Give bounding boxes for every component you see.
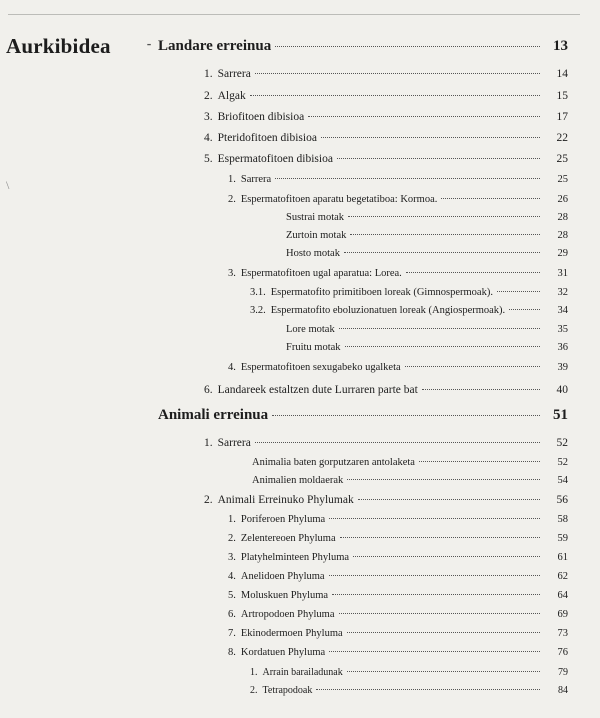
entry-number: 3. — [228, 268, 236, 279]
page-number: 31 — [557, 268, 568, 279]
entry-number: 1. — [204, 68, 213, 80]
entry-number: 1. — [228, 514, 236, 525]
entry-number: 6. — [228, 609, 236, 620]
entry-text: Espermatofitoen dibisioa — [217, 153, 333, 165]
page-number: 17 — [556, 111, 568, 123]
leader-dots — [350, 234, 540, 235]
leader-dots — [329, 575, 540, 576]
toc-entry — [252, 457, 568, 468]
entry-text: Algak — [217, 90, 246, 102]
toc-entry — [228, 590, 568, 601]
entry-text: Espermatofito eboluzionatuen loreak (Angiospermoak). — [270, 305, 506, 316]
leader-dots — [329, 518, 540, 519]
leader-dots — [337, 158, 540, 159]
entry-text: Animalien moldaerak — [252, 475, 344, 486]
toc-entry — [228, 514, 568, 525]
entry-text: Sustrai motak — [286, 212, 345, 223]
entry-text: Kordatuen Phyluma — [240, 647, 326, 658]
entry-number: 2. — [204, 90, 213, 102]
page-number: 25 — [557, 174, 568, 185]
entry-text: Zelentereoen Phyluma — [240, 533, 336, 544]
entry-text: Moluskuen Phyluma — [240, 590, 329, 601]
entry-number: 3.1. — [250, 287, 266, 298]
entry-text: Landare erreinua — [158, 38, 272, 54]
page-number: 76 — [557, 647, 568, 658]
entry-number: 3.2. — [250, 305, 266, 316]
leader-dots — [353, 556, 540, 557]
page-number: 56 — [556, 494, 568, 506]
page-number: 15 — [556, 90, 568, 102]
entry-number: 4. — [204, 132, 213, 144]
page-number: 84 — [558, 685, 568, 696]
leader-dots — [308, 116, 540, 117]
leader-dots — [275, 46, 540, 47]
section-heading — [158, 38, 568, 55]
entry-text: Espermatofitoen aparatu begetatiboa: Kormoa. — [240, 194, 438, 205]
toc-entry — [228, 609, 568, 620]
entry-text: Zurtoin motak — [286, 230, 347, 241]
page-number: 62 — [557, 571, 568, 582]
toc-entry — [250, 287, 568, 298]
toc-entry — [204, 384, 568, 396]
page-number: 61 — [557, 552, 568, 563]
entry-number: 5. — [228, 590, 236, 601]
toc-entry — [286, 248, 568, 259]
leader-dots — [272, 415, 540, 416]
entry-text: Sarrera — [217, 68, 251, 80]
page-number: 51 — [553, 407, 568, 423]
page-number: 54 — [557, 475, 568, 486]
entry-text: Ekinodermoen Phyluma — [240, 628, 343, 639]
leader-dots — [405, 366, 540, 367]
toc-entry — [228, 194, 568, 205]
page-number: 13 — [553, 38, 568, 54]
page-number: 32 — [557, 287, 568, 298]
leader-dots — [332, 594, 540, 595]
leader-dots — [348, 216, 540, 217]
leader-dots — [422, 389, 540, 390]
page-number: 35 — [557, 324, 568, 335]
entry-text: Sarrera — [217, 437, 251, 449]
leader-dots — [497, 291, 540, 292]
toc-entry — [228, 571, 568, 582]
entry-number: 2. — [228, 194, 236, 205]
entry-number: 4. — [228, 571, 236, 582]
entry-text: Hosto motak — [286, 248, 340, 259]
toc-entry — [204, 68, 568, 80]
entry-text: Fruitu motak — [286, 342, 341, 353]
leader-dots — [347, 479, 540, 480]
page-number: 28 — [557, 230, 568, 241]
toc-entry — [286, 212, 568, 223]
entry-text: Espermatofitoen sexugabeko ugalketa — [240, 362, 401, 373]
entry-text: Pteridofitoen dibisioa — [217, 132, 317, 144]
page-number: 59 — [557, 533, 568, 544]
entry-number: 3. — [228, 552, 236, 563]
entry-number: 5. — [204, 153, 213, 165]
leader-dots — [419, 461, 540, 462]
entry-text: Landareek estaltzen dute Lurraren parte bat — [217, 384, 418, 396]
entry-text: Animali erreinua — [158, 407, 269, 423]
entry-number: 7. — [228, 628, 236, 639]
leader-dots — [345, 346, 540, 347]
section-heading — [158, 407, 568, 424]
leader-dots — [316, 689, 540, 690]
page-title: Aurkibidea — [6, 34, 111, 58]
leader-dots — [347, 671, 540, 672]
toc-entry — [286, 230, 568, 241]
entry-text: Lore motak — [286, 324, 335, 335]
entry-number: 4. — [228, 362, 236, 373]
entry-text: Sarrera — [240, 174, 272, 185]
entry-number: 2. — [204, 494, 213, 506]
entry-number: 2. — [250, 685, 258, 696]
entry-text: Briofitoen dibisioa — [217, 111, 305, 123]
page-number: 26 — [557, 194, 568, 205]
entry-text: Artropodoen Phyluma — [240, 609, 335, 620]
stray-mark-icon: \ — [6, 178, 10, 192]
toc-entry — [250, 685, 568, 696]
toc-entry — [228, 362, 568, 373]
entry-text: Espermatofito primitiboen loreak (Gimnospermoak). — [270, 287, 493, 298]
leader-dots — [358, 499, 540, 500]
entry-number: 3. — [204, 111, 213, 123]
page-number: 28 — [557, 212, 568, 223]
entry-number: 6. — [204, 384, 213, 396]
toc-entry — [204, 153, 568, 165]
leader-dots — [321, 137, 540, 138]
page-number: 69 — [557, 609, 568, 620]
entry-number: 1. — [204, 437, 213, 449]
entry-text: Espermatofitoen ugal aparatua: Lorea. — [240, 268, 402, 279]
toc-entry — [228, 174, 568, 185]
entry-number: 1. — [228, 174, 236, 185]
page-number: 40 — [556, 384, 568, 396]
page-number: 58 — [557, 514, 568, 525]
page-number: 79 — [558, 667, 568, 678]
page-number: 22 — [556, 132, 568, 144]
page-number: 64 — [557, 590, 568, 601]
page-number: 73 — [557, 628, 568, 639]
leader-dots — [255, 442, 540, 443]
page-number: 14 — [556, 68, 568, 80]
toc-entry — [286, 342, 568, 353]
toc-entry — [228, 533, 568, 544]
entry-number: 8. — [228, 647, 236, 658]
page-number: 34 — [557, 305, 568, 316]
leader-dots — [329, 651, 540, 652]
entry-number: 1. — [250, 667, 258, 678]
toc-entry — [204, 132, 568, 144]
toc-entry — [204, 437, 568, 449]
leader-dots — [406, 272, 540, 273]
toc-entry — [286, 324, 568, 335]
toc-entry — [250, 667, 568, 678]
page-number: 25 — [556, 153, 568, 165]
toc-entry — [204, 494, 568, 506]
leader-dots — [255, 73, 540, 74]
stray-mark-icon: ⁃ — [146, 38, 152, 52]
entry-text: Anelidoen Phyluma — [240, 571, 325, 582]
page-number: 36 — [557, 342, 568, 353]
leader-dots — [509, 309, 540, 310]
leader-dots — [275, 178, 540, 179]
entry-text: Tetrapodoak — [262, 685, 313, 696]
toc-entry — [252, 475, 568, 486]
leader-dots — [339, 613, 541, 614]
toc-entry — [204, 111, 568, 123]
entry-number: 2. — [228, 533, 236, 544]
entry-text: Animali Erreinuko Phylumak — [217, 494, 354, 506]
page-number: 29 — [557, 248, 568, 259]
leader-dots — [344, 252, 540, 253]
leader-dots — [340, 537, 540, 538]
leader-dots — [250, 95, 540, 96]
toc-entry — [228, 628, 568, 639]
leader-dots — [347, 632, 540, 633]
entry-text: Animalia baten gorputzaren antolaketa — [252, 457, 415, 468]
entry-text: Arrain barailadunak — [262, 667, 343, 678]
toc-entry — [228, 647, 568, 658]
leader-dots — [441, 198, 540, 199]
page-number: 39 — [557, 362, 568, 373]
page-number: 52 — [556, 437, 568, 449]
page-number: 52 — [557, 457, 568, 468]
leader-dots — [339, 328, 540, 329]
entry-text: Platyhelminteen Phyluma — [240, 552, 350, 563]
entry-text: Poriferoen Phyluma — [240, 514, 326, 525]
toc-entry — [250, 305, 568, 316]
toc-entry — [228, 268, 568, 279]
toc-entry — [228, 552, 568, 563]
toc-entry — [204, 90, 568, 102]
